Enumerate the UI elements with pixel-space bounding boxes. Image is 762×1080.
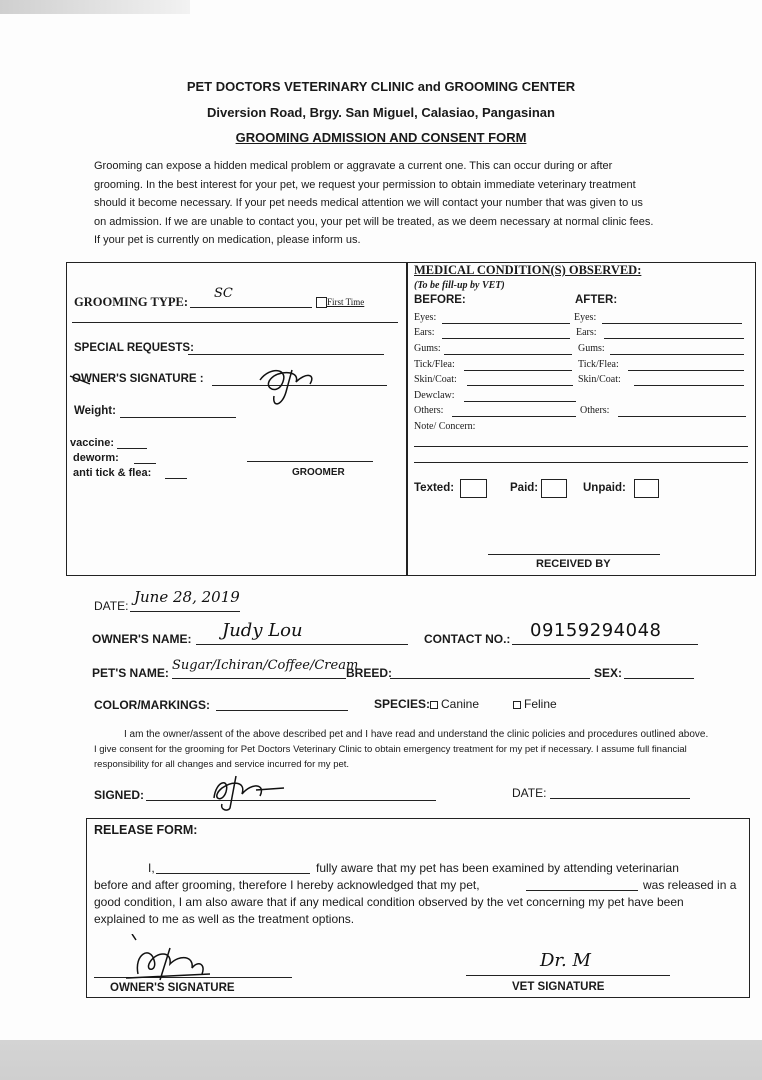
intro-line: If your pet is currently on medication, please inform us. — [94, 234, 361, 246]
after-tick-line[interactable] — [628, 370, 744, 371]
feline-label: Feline — [524, 697, 557, 711]
unpaid-checkbox[interactable] — [634, 479, 659, 498]
special-requests-label: SPECIAL REQUESTS: — [74, 342, 194, 354]
canine-checkbox[interactable] — [430, 701, 438, 709]
intro-line: should it become necessary. If your pet needs medical attention we will contact your number that was given to us — [94, 197, 643, 209]
before-label: BEFORE: — [414, 294, 466, 306]
after-ears-label: Ears: — [576, 327, 597, 338]
deworm-line[interactable] — [134, 463, 156, 464]
before-tick-line[interactable] — [464, 370, 572, 371]
note-line-2[interactable] — [414, 462, 748, 463]
sex-label: SEX: — [594, 666, 623, 680]
pet-name-label: PET'S NAME: — [92, 666, 169, 680]
vaccine-label: vaccine: — [70, 437, 115, 449]
after-skin-label: Skin/Coat: — [578, 374, 621, 385]
before-skin-label: Skin/Coat: — [414, 374, 457, 385]
special-requests-line[interactable] — [188, 354, 384, 355]
date-line[interactable] — [130, 611, 240, 612]
vaccine-line[interactable] — [117, 448, 147, 449]
before-ears-line[interactable] — [442, 338, 570, 339]
release-i: I, — [148, 861, 155, 875]
page-curl — [0, 0, 190, 14]
contact-label: CONTACT NO.: — [424, 632, 511, 646]
breed-label: BREED: — [346, 666, 393, 680]
before-ears-label: Ears: — [414, 327, 435, 338]
note-label: Note/ Concern: — [414, 421, 476, 432]
date-value[interactable]: June 28, 2019 — [134, 588, 240, 606]
vet-sig-label: VET SIGNATURE — [512, 981, 605, 993]
signed-scribble — [196, 768, 296, 812]
after-skin-line[interactable] — [634, 385, 744, 386]
texted-checkbox[interactable] — [460, 479, 487, 498]
medical-subtitle: (To be fill-up by VET) — [414, 280, 505, 291]
first-time-label: First Time — [327, 297, 365, 307]
species-label: SPECIES: — [374, 697, 431, 711]
intro-line: grooming. In the best interest for your pet, we request your permission to obtain immediate veterinary treatment — [94, 178, 636, 191]
anti-tick-label: anti tick & flea: — [73, 467, 152, 479]
clinic-address: Diversion Road, Brgy. San Miguel, Calasiao, Pangasinan — [207, 105, 555, 120]
pet-name-value[interactable]: Sugar/Ichiran/Coffee/Cream — [172, 658, 359, 673]
release-text: was released in a — [643, 878, 737, 892]
intro-paragraph — [94, 157, 714, 250]
before-gums-line[interactable] — [444, 354, 572, 355]
canine-label: Canine — [441, 697, 480, 711]
feline-checkbox[interactable] — [513, 701, 521, 709]
grooming-type-label: GROOMING TYPE: — [74, 295, 189, 309]
after-tick-label: Tick/Flea: — [578, 359, 619, 370]
date-label: DATE: — [94, 599, 129, 613]
received-by-label: RECEIVED BY — [536, 558, 611, 570]
contact-line[interactable] — [512, 644, 698, 645]
consent-line: responsibility for all changes and service incurred for my pet. — [94, 759, 350, 770]
received-by-line[interactable] — [488, 554, 660, 555]
owner-release-scribble — [120, 934, 220, 984]
release-name-line[interactable] — [156, 873, 310, 874]
release-pet-line[interactable] — [526, 890, 638, 891]
release-text: before and after grooming, therefore I hereby acknowledged that my pet, — [94, 878, 480, 892]
form-title: GROOMING ADMISSION AND CONSENT FORM — [235, 130, 527, 145]
after-ears-line[interactable] — [604, 338, 744, 339]
signed-date-label: DATE: — [512, 786, 547, 800]
color-label: COLOR/MARKINGS: — [94, 698, 210, 712]
paid-label: Paid: — [510, 482, 539, 494]
before-tick-label: Tick/Flea: — [414, 359, 455, 370]
before-gums-label: Gums: — [414, 343, 441, 354]
paid-checkbox[interactable] — [541, 479, 567, 498]
texted-label: Texted: — [414, 482, 455, 494]
pet-name-line[interactable] — [172, 678, 346, 679]
before-others-line[interactable] — [452, 416, 576, 417]
clinic-name: PET DOCTORS VETERINARY CLINIC and GROOMING CENTER — [186, 79, 576, 94]
before-eyes-label: Eyes: — [414, 312, 437, 323]
signed-label: SIGNED: — [94, 788, 145, 802]
before-eyes-line[interactable] — [442, 323, 570, 324]
owner-name-line[interactable] — [196, 644, 408, 645]
after-others-line[interactable] — [618, 416, 746, 417]
after-label: AFTER: — [575, 294, 618, 306]
grooming-type-value[interactable]: SC — [214, 286, 233, 301]
deworm-label: deworm: — [73, 452, 119, 464]
release-text: fully aware that my pet has been examined by attending veterinarian — [316, 861, 679, 875]
after-gums-line[interactable] — [610, 354, 744, 355]
vet-sig-line[interactable] — [466, 975, 670, 976]
before-others-label: Others: — [414, 405, 444, 416]
anti-tick-line[interactable] — [165, 478, 187, 479]
before-dewclaw-line[interactable] — [464, 401, 576, 402]
vet-sig-value: Dr. M — [540, 950, 591, 971]
grooming-type-line — [190, 307, 312, 308]
after-eyes-label: Eyes: — [574, 312, 597, 323]
page-edge — [0, 1040, 762, 1080]
intro-line: on admission. If we are unable to contact you, your pet will be treated, as we deem necessary at normal clinic fees. — [94, 215, 654, 228]
contact-value[interactable]: 09159294048 — [530, 620, 662, 641]
after-eyes-line[interactable] — [602, 323, 742, 324]
after-gums-label: Gums: — [578, 343, 605, 354]
owner-name-label: OWNER'S NAME: — [92, 632, 192, 646]
release-text: explained to me as well as the treatment options. — [94, 912, 355, 926]
consent-line: I give consent for the grooming for Pet Doctors Veterinary Clinic to obtain emergency treatment for my pet if necessary. I assume full financial — [94, 744, 687, 755]
note-line-1[interactable] — [414, 446, 748, 447]
grooming-type-line-2 — [72, 322, 398, 323]
breed-line[interactable] — [390, 678, 590, 679]
groomer-line[interactable] — [247, 461, 373, 462]
groomer-label: GROOMER — [292, 467, 345, 478]
panel-divider — [406, 262, 408, 575]
after-others-label: Others: — [580, 405, 610, 416]
first-time-checkbox[interactable] — [316, 297, 327, 308]
intro-line: Grooming can expose a hidden medical problem or aggravate a current one. This can occur during or after — [94, 160, 613, 172]
owner-sig-label: OWNER'S SIGNATURE — [110, 982, 235, 994]
medical-title: MEDICAL CONDITION(S) OBSERVED: — [414, 263, 642, 277]
sex-line[interactable] — [624, 678, 694, 679]
weight-label: Weight: — [74, 405, 116, 417]
unpaid-label: Unpaid: — [583, 482, 626, 494]
before-skin-line[interactable] — [467, 385, 573, 386]
weight-line[interactable] — [120, 417, 236, 418]
color-line[interactable] — [216, 710, 348, 711]
signed-date-line[interactable] — [550, 798, 690, 799]
release-text: good condition, I am also aware that if any medical condition observed by the vet concerning my pet have been — [94, 895, 684, 909]
before-dewclaw-label: Dewclaw: — [414, 390, 455, 401]
consent-line: I am the owner/assent of the above described pet and I have read and understand the clinic policies and procedures outlined above. — [124, 729, 709, 740]
owner-name-value[interactable]: Judy Lou — [222, 620, 303, 641]
owner-signature-label: OWNER'S SIGNATURE : — [72, 373, 204, 385]
release-title: RELEASE FORM: — [94, 823, 198, 837]
